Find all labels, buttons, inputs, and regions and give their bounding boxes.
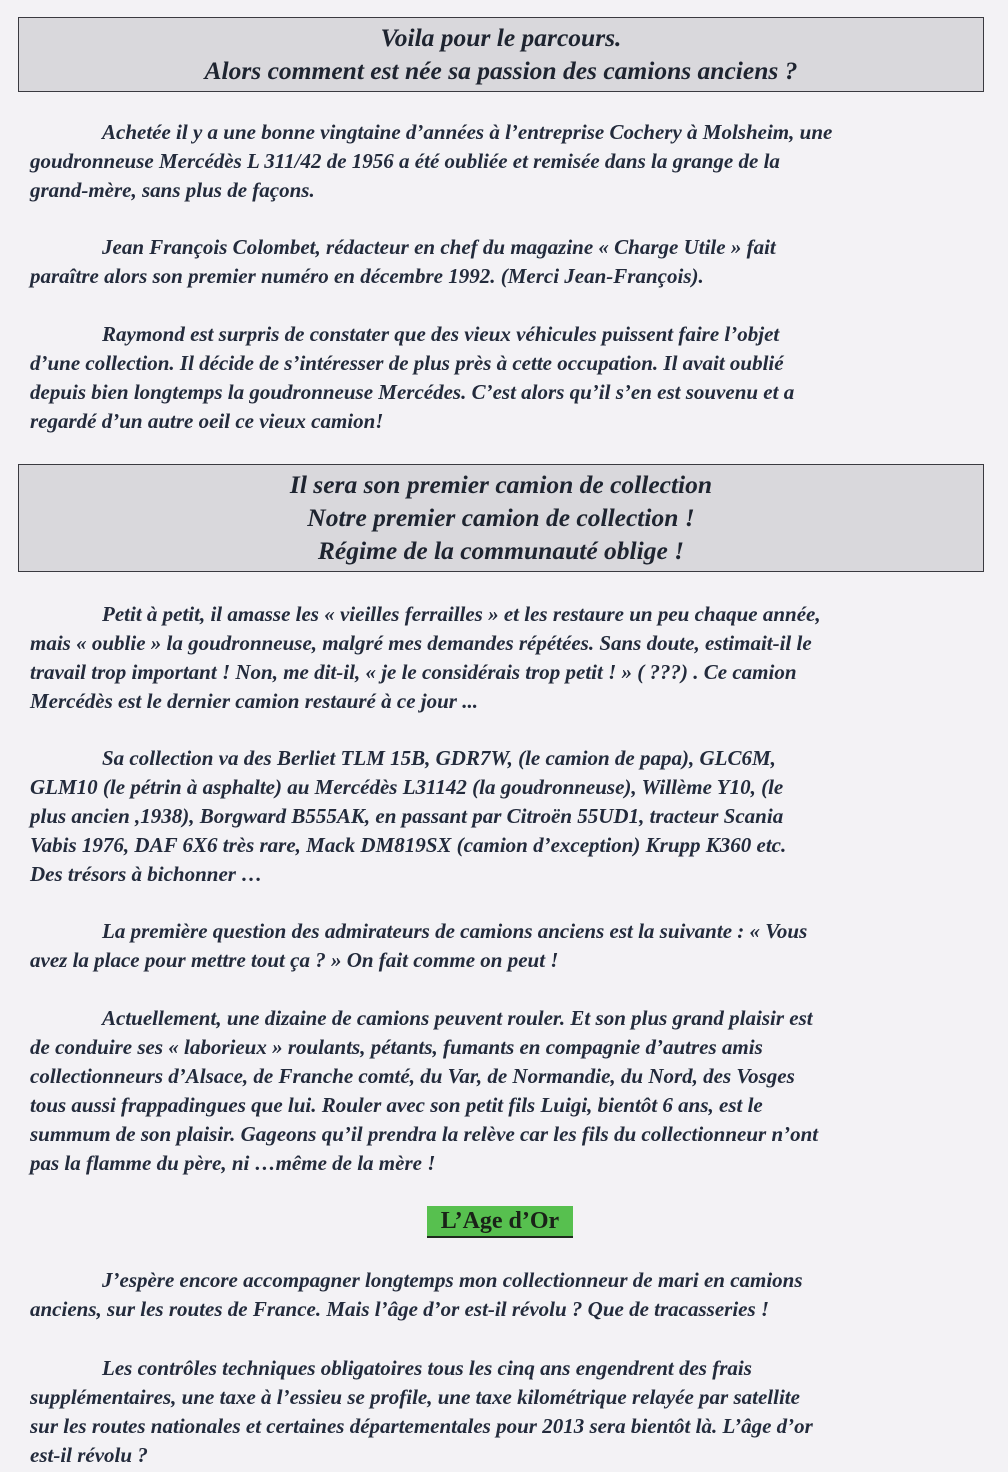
paragraph-line: Mercédès est le dernier camion restauré à ce jour ... [30, 689, 478, 713]
paragraph-line: Sa collection va des Berliet TLM 15B, GDR7W, (le camion de papa), GLC6M, [102, 746, 776, 770]
paragraph-line: Achetée il y a une bonne vingtaine d’années à l’entreprise Cochery à Molsheim, une [102, 120, 833, 144]
paragraph-controles-techniques [30, 1354, 978, 1470]
paragraph-line: goudronneuse Mercédès L 311/42 de 1956 a été oubliée et remisée dans la grange de la [30, 149, 780, 173]
heading-line: Alors comment est née sa passion des camions anciens ? [204, 56, 798, 85]
paragraph-line: La première question des admirateurs de camions anciens est la suivante : « Vous [102, 919, 808, 943]
heading-line: Régime de la communauté oblige ! [317, 536, 685, 565]
section-label-age-d-or: L’Age d’Or [427, 1206, 573, 1238]
paragraph-raymond [30, 320, 978, 436]
paragraph-actuellement [30, 1004, 978, 1178]
paragraph-line: GLM10 (le pétrin à asphalte) au Mercédès L31142 (la goudronneuse), Willème Y10, (le [30, 775, 784, 799]
paragraph-line: Les contrôles techniques obligatoires tous les cinq ans engendrent des frais [102, 1356, 752, 1380]
paragraph-line: de conduire ses « laborieux » roulants, pétants, fumants en compagnie d’autres amis [30, 1035, 763, 1059]
paragraph-line: pas la flamme du père, ni …même de la mère ! [30, 1151, 436, 1175]
paragraph-vieilles-ferrailles [30, 600, 978, 716]
paragraph-line: grand-mère, sans plus de façons. [30, 178, 315, 202]
heading-line: Il sera son premier camion de collection [289, 470, 713, 499]
paragraph-accompagner [30, 1266, 978, 1324]
heading-box-parcours [18, 17, 984, 92]
paragraph-line: plus ancien ,1938), Borgward B555AK, en passant par Citroën 55UD1, tracteur Scania [30, 804, 784, 828]
paragraph-charge-utile [30, 233, 978, 291]
paragraph-line: Actuellement, une dizaine de camions peuvent rouler. Et son plus grand plaisir est [102, 1006, 813, 1030]
paragraph-line: Vabis 1976, DAF 6X6 très rare, Mack DM819SX (camion d’exception) Krupp K360 etc. [30, 833, 787, 857]
paragraph-line: paraître alors son premier numéro en décembre 1992. (Merci Jean-François). [30, 264, 704, 288]
paragraph-line: avez la place pour mettre tout ça ? » On fait comme on peut ! [30, 948, 559, 972]
paragraph-line: summum de son plaisir. Gageons qu’il prendra la relève car les fils du collectionneur n’ont [30, 1122, 819, 1146]
paragraph-line: Jean François Colombet, rédacteur en chef du magazine « Charge Utile » fait [102, 235, 776, 259]
paragraph-line: tous aussi frappadingues que lui. Rouler avec son petit fils Luigi, bientôt 6 ans, est le [30, 1093, 763, 1117]
paragraph-line: J’espère encore accompagner longtemps mon collectionneur de mari en camions [102, 1268, 803, 1292]
heading-line: Voila pour le parcours. [380, 23, 622, 52]
paragraph-line: travail trop important ! Non, me dit-il, « je le considérais trop petit ! » ( ???) . Ce camion [30, 660, 797, 684]
paragraph-line: d’une collection. Il décide de s’intéresser de plus près à cette occupation. Il avait oublié [30, 351, 784, 375]
paragraph-premiere-question [30, 917, 978, 975]
paragraph-line: sur les routes nationales et certaines départementales pour 2013 sera bientôt là. L’âge d’or [30, 1414, 813, 1438]
paragraph-line: mais « oublie » la goudronneuse, malgré mes demandes répétées. Sans doute, estimait-il le [30, 631, 812, 655]
paragraph-goudronneuse [30, 118, 978, 205]
paragraph-line: collectionneurs d’Alsace, de Franche comté, du Var, de Normandie, du Nord, des Vosges [30, 1064, 795, 1088]
heading-line: Notre premier camion de collection ! [307, 503, 695, 532]
paragraph-line: Petit à petit, il amasse les « vieilles ferrailles » et les restaure un peu chaque année, [102, 602, 821, 626]
paragraph-line: Raymond est surpris de constater que des vieux véhicules puissent faire l’objet [102, 322, 780, 346]
paragraph-line: supplémentaires, une taxe à l’essieu se profile, une taxe kilométrique relayée par satellite [30, 1385, 800, 1409]
paragraph-line: regardé d’un autre oeil ce vieux camion! [30, 409, 384, 433]
paragraph-collection [30, 744, 978, 889]
paragraph-line: Des trésors à bichonner … [30, 862, 263, 886]
paragraph-line: est-il révolu ? [30, 1443, 148, 1467]
paragraph-line: anciens, sur les routes de France. Mais l’âge d’or est-il révolu ? Que de tracasseries ! [30, 1297, 770, 1321]
paragraph-line: depuis bien longtemps la goudronneuse Mercédes. C’est alors qu’il s’en est souvenu et a [30, 380, 795, 404]
heading-box-premier-camion [18, 464, 984, 572]
